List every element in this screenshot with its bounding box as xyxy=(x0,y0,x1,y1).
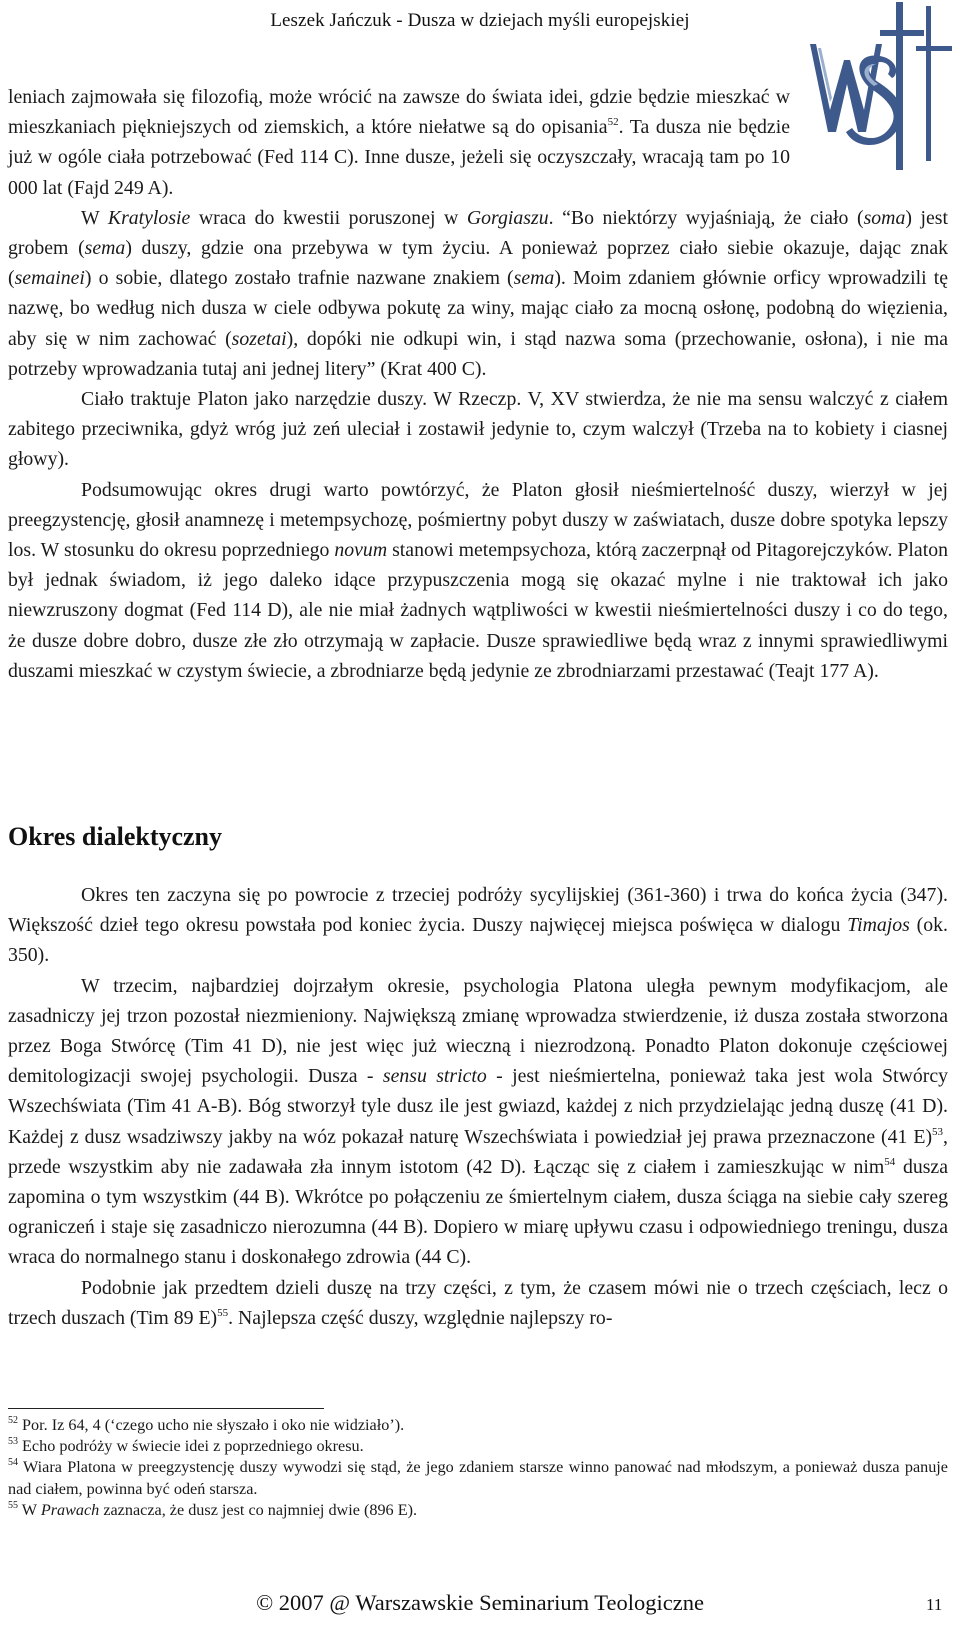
footnote-separator xyxy=(8,1408,324,1409)
section-heading: Okres dialektyczny xyxy=(8,822,223,851)
text-run: W xyxy=(81,206,108,229)
paragraph xyxy=(8,384,948,475)
italic-text: sensu stricto xyxy=(382,1065,487,1088)
footnote-number: 53 xyxy=(8,1436,18,1448)
text-run: Por. Iz 64, 4 (‘czego ucho nie słyszało i oko nie widziało’). xyxy=(22,1416,405,1434)
text-run: - jest nieśmiertelna, ponieważ taka jest wola Stwórcy Wszechświata (Tim 41 A-B). Bóg stworzył tyle dusz ile jest gwiazd, każdej z nich przydzielając jedną duszę (41 D). Każdej z dusz wsadziwszy jakby na wóz pokazał naturę Wszechświata i powiedział jej prawa przeznaczone (41 E) xyxy=(8,1065,948,1148)
footnote-number: 52 xyxy=(8,1415,18,1426)
italic-text: Kratylosie xyxy=(107,206,191,229)
italic-text: soma xyxy=(863,206,906,229)
text-run: Podsumowując okres drugi warto powtórzyć, że Platon głosił nieśmiertelność duszy, wierzył w jej preegzystencję, głosił anamnezę i metempsychozę, pośmiertny pobyt duszy w zaświatach, dusze dobre spotyka lepszy los. W stosunku do okresu poprzedniego xyxy=(8,478,948,562)
top-text-block xyxy=(8,82,948,686)
footnote xyxy=(8,1436,948,1457)
italic-text: novum xyxy=(334,539,388,562)
text-run: W xyxy=(21,1500,41,1519)
footnote-ref[interactable]: 53 xyxy=(932,1125,944,1138)
italic-text: Gorgiaszu xyxy=(466,206,549,229)
paragraph xyxy=(8,880,948,971)
text-run: Podobnie jak przedtem dzieli duszę na trzy części, z tym, że czasem mówi nie o trzech częściach, lecz o trzech duszach (Tim 89 E) xyxy=(8,1276,948,1329)
bottom-text-block xyxy=(8,880,948,1333)
text-run: zaznacza, że dusz jest co najmniej dwie (896 E). xyxy=(99,1500,418,1519)
text-run: ), dopóki nie odkupi win, i stąd nazwa soma (przechowanie, osłona), i nie ma potrzeby wprowadzania tutaj ani jednej litery” (Krat 400 C). xyxy=(8,327,948,380)
paragraph xyxy=(8,203,948,384)
text-run: . Ta dusza nie będzie już w ogóle ciała potrzebować (Fed 114 C). Inne dusze, jeżeli się oczyszczały, wracają tam po 10 000 lat (Fajd 249 A). xyxy=(8,116,790,199)
text-run: Ciało traktuje Platon jako narzędzie duszy. W Rzeczp. V, XV stwierdza, że nie ma sensu walczyć z ciałem zabitego przeciwnika, gdyż wróg już zeń uleciał i zostawił jedynie to, czym walczył (Trzeba na to kobiety i ciasnej głowy). xyxy=(8,388,948,471)
footnotes xyxy=(8,1415,948,1521)
text-run: wraca do kwestii poruszonej w xyxy=(190,206,467,229)
text-run: dusza zapomina o tym wszystkim (44 B). Wkrótce po połączeniu ze śmiertelnym ciałem, dusza ściąga na siebie cały szereg ograniczeń i staje się zasadniczo nierozumna (44 B). Dopiero w miarę upływu czasu i odpowiedniego treningu, dusza wraca do normalnego stanu i doskonałego zdrowia (44 C). xyxy=(8,1155,948,1269)
text-run: W trzecim, najbardziej dojrzałym okresie, psychologia Platona uległa pewnym modyfikacjom, ale zasadniczy jej trzon pozostał niezmieniony. Największą zmianę wprowadza stwierdzenie, iż dusza została stworzona przez Boga Stwórcę (Tim 41 D), nie jest więc już wieczną i niezrodzoną. Ponadto Platon dokonuje częściowej demitologizacji swojej psychologii. Dusza - xyxy=(8,974,948,1088)
text-run: leniach zajmowała się filozofią, może wrócić na zawsze do świata idei, gdzie będzie mieszkać w mieszkaniach piękniejszych od ziemskich, a które niełatwe są do opisania xyxy=(8,86,790,139)
paragraph xyxy=(8,82,790,203)
italic-text: semainei xyxy=(14,267,85,290)
italic-text: sozetai xyxy=(231,327,287,350)
footnote-ref[interactable]: 54 xyxy=(884,1155,896,1168)
text-run: Echo podróży w świecie idei z poprzedniego okresu. xyxy=(22,1437,364,1456)
text-run: Wiara Platona w preegzystencję duszy wywodzi się stąd, że jego zdaniem starsze winno panować nad młodszym, a ponieważ dusza panuje nad ciałem, powinna być odeń starsza. xyxy=(8,1458,948,1498)
footnote xyxy=(8,1415,948,1436)
italic-text: sema xyxy=(84,237,126,260)
footnote xyxy=(8,1457,948,1499)
footnote-ref[interactable]: 55 xyxy=(217,1306,229,1319)
text-run: ). Moim zdaniem głównie orficy wprowadzili tę nazwę, bo według nich dusza w ciele odbywa pokutę za winy, mając ciało za mocną osłonę, podobną do więzienia, aby się w nim zachować ( xyxy=(8,267,948,350)
text-run: ) o sobie, dlatego zostało trafnie nazwane znakiem ( xyxy=(84,267,514,290)
text-run: ) jest grobem ( xyxy=(8,206,948,260)
italic-text: Prawach xyxy=(40,1500,100,1519)
footnote-number: 55 xyxy=(8,1499,18,1511)
page-footer: © 2007 @ Warszawskie Seminarium Teologiczne xyxy=(256,1590,704,1615)
text-run: . Najlepsza część duszy, względnie najlepszy ro- xyxy=(228,1306,613,1329)
text-run: , przede wszystkim aby nie zadawała zła innym istotom (42 D). Łącząc się z ciałem i zamieszkując w nim xyxy=(8,1125,948,1178)
text-run: (ok. 350). xyxy=(8,914,948,967)
italic-text: sema xyxy=(513,267,555,290)
text-run: . “Bo niektórzy wyjaśniają, że ciało ( xyxy=(548,206,864,229)
footnote-number: 54 xyxy=(8,1457,18,1469)
running-header: Leszek Jańczuk - Dusza w dziejach myśli europejskiej xyxy=(270,10,690,31)
paragraph xyxy=(8,1273,948,1333)
page-number: 11 xyxy=(926,1595,943,1614)
text-run: stanowi metempsychoza, którą zaczerpnął od Pitagorejczyków. Platon był jednak świadom, iż jego daleko idące przypuszczenia mogą się okazać mylne i nie traktował ich jako niewzruszony dogmat (Fed 114 D), ale nie miał żadnych wątpliwości w kwestii nieśmiertelności duszy i co do tego, że dusze dobre dobro, dusze złe zło otrzymają w zapłacie. Dusze sprawiedliwe będą wraz z innymi sprawiedliwymi duszami mieszkać w czystym świecie, a zbrodniarze będą jedynie ze zbrodniarzami przestawać (Teajt 177 A). xyxy=(8,539,948,682)
paragraph xyxy=(8,971,948,1273)
text-run: Okres ten zaczyna się po powrocie z trzeciej podróży sycylijskiej (361-360) i trwa do końca życia (347). Większość dzieł tego okresu powstała pod koniec życia. Duszy najwięcej miejsca poświęca w dialogu xyxy=(8,884,948,937)
footnote-ref[interactable]: 52 xyxy=(607,116,619,129)
text-run: ) duszy, gdzie ona przebywa w tym życiu. A ponieważ poprzez ciało siebie okazuje, dając znak ( xyxy=(8,237,948,290)
italic-text: Timajos xyxy=(847,914,910,937)
paragraph xyxy=(8,475,948,686)
footnote xyxy=(8,1500,948,1521)
